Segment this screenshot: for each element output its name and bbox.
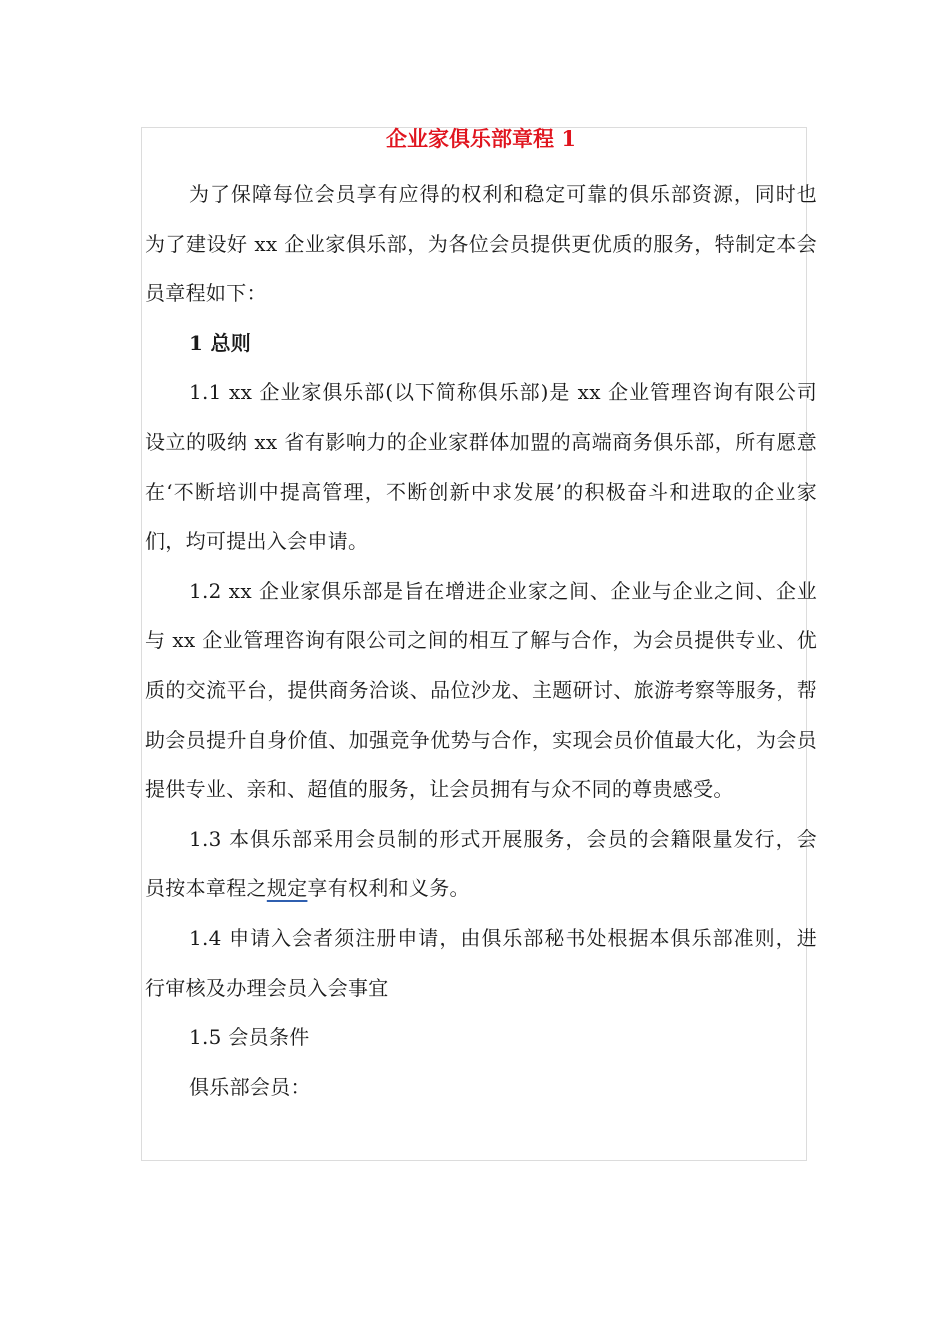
members-label: 俱乐部会员：: [189, 1074, 311, 1099]
clause-1-3-text-after: 享有权利和义务。: [307, 876, 470, 901]
clause-1-5: 1.5 会员条件: [189, 1025, 310, 1050]
clause-1-3-link[interactable]: 规定: [266, 876, 308, 901]
clause-1-3-text-before: 1.3 本俱乐部采用会员制的形式开展服务，会员的会籍限量发行，会员按本章程之: [145, 826, 817, 901]
intro-paragraph: 为了保障每位会员享有应得的权利和稳定可靠的俱乐部资源，同时也为了建设好 xx 企业家俱乐部，为各位会员提供更优质的服务，特制定本会员章程如下：: [145, 182, 817, 306]
section-1-heading: 1 总则: [189, 330, 252, 355]
clause-1-4: 1.4 申请入会者须注册申请，由俱乐部秘书处根据本俱乐部准则，进行审核及办理会员入会事宜: [145, 925, 817, 1000]
clause-1-2: 1.2 xx 企业家俱乐部是旨在增进企业家之间、企业与企业之间、企业与 xx 企业管理咨询有限公司之间的相互了解与合作，为会员提供专业、优质的交流平台，提供商务洽谈、品位沙龙、主题研讨、旅游考察等服务，帮助会员提升自身价值、加强竞争优势与合作，实现会员价值最大化，为会员提供专业、亲和、超值的服务，让会员拥有与众不同的尊贵感受。: [145, 578, 817, 802]
clause-1-3: [145, 815, 817, 914]
document-body: [145, 124, 817, 1112]
clause-1-1: 1.1 xx 企业家俱乐部(以下简称俱乐部)是 xx 企业管理咨询有限公司设立的吸纳 xx 省有影响力的企业家群体加盟的高端商务俱乐部，所有愿意在‘不断培训中提高管理，不断创新中求发展’的积极奋斗和进取的企业家们，均可提出入会申请。: [145, 380, 817, 554]
document-title: 企业家俱乐部章程 1: [386, 126, 576, 151]
